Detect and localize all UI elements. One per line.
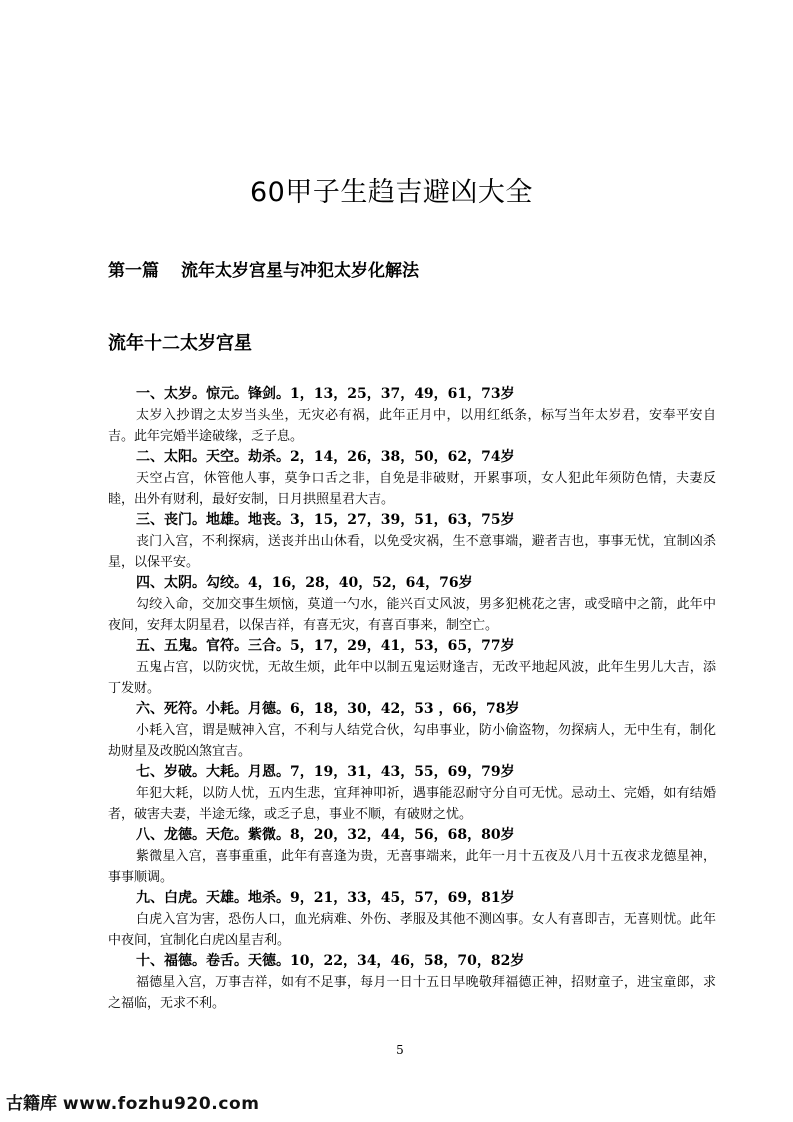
entry-heading: 二、太阳。天空。劫杀。2，14，26，38，50，62，74岁 bbox=[136, 449, 515, 465]
footer-watermark[interactable] bbox=[6, 1089, 260, 1114]
entry-baihu bbox=[108, 888, 716, 951]
entry-text: 福德星入宫，万事吉祥，如有不足事，每月一日十五日早晚敬拜福德正神，招财童子，进宝童郎，求之福临，无求不利。 bbox=[108, 975, 716, 1011]
entries-list bbox=[108, 384, 716, 1014]
entry-heading: 七、岁破。大耗。月恩。7，19，31，43，55，69，79岁 bbox=[136, 764, 515, 780]
entry-text: 紫微星入宫，喜事重重，此年有喜逢为贵，无喜事端来，此年一月十五夜及八月十五夜求龙德星神，事事顺调。 bbox=[108, 849, 716, 885]
entry-taisui bbox=[108, 384, 716, 447]
entry-text: 小耗入宫，谓是贼神入宫，不利与人结党合伙，勾串事业，防小偷盗物，勿探病人，无中生有，制化劫财星及改脱凶煞宜吉。 bbox=[108, 723, 716, 759]
entry-text: 五鬼占宫，以防灾忧，无故生烦，此年中以制五鬼运财逢吉，无改平地起风波，此年生男儿大吉，添丁发财。 bbox=[108, 660, 716, 696]
entry-wugui bbox=[108, 636, 716, 699]
entry-heading: 八、龙德。天危。紫微。8，20，32，44，56，68，80岁 bbox=[136, 827, 515, 843]
entry-longde bbox=[108, 825, 716, 888]
entry-heading: 四、太阴。勾绞。4，16，28，40，52，64，76岁 bbox=[136, 575, 473, 591]
entry-heading: 一、太岁。惊元。锋剑。1，13，25，37，49，61，73岁 bbox=[136, 386, 515, 402]
page-number: 5 bbox=[396, 1043, 404, 1057]
entry-text: 丧门入宫，不利探病，送丧并出山休看，以免受灾祸，生不意事端，避者吉也，事事无忧，宜制凶杀星，以保平安。 bbox=[108, 534, 716, 570]
document-title: 60甲子生趋吉避凶大全 bbox=[250, 177, 533, 208]
entry-fude bbox=[108, 951, 716, 1014]
entry-taiyang bbox=[108, 447, 716, 510]
entry-taiyin bbox=[108, 573, 716, 636]
entry-suipo bbox=[108, 762, 716, 825]
entry-text: 太岁入抄谓之太岁当头坐，无灾必有祸，此年正月中，以用红纸条，标写当年太岁君，安奉平安自吉。此年完婚半途破缘，乏子息。 bbox=[108, 408, 716, 444]
entry-text: 年犯大耗，以防人忧，五内生悲，宜拜神叩祈，遇事能忍耐守分自可无忧。忌动土、完婚，如有结婚者，破害夫妻，半途无缘，或乏子息，事业不顺，有破财之忧。 bbox=[108, 786, 716, 822]
entry-heading: 九、白虎。天雄。地杀。9，21，33，45，57，69，81岁 bbox=[136, 890, 515, 906]
entry-sangmen bbox=[108, 510, 716, 573]
entry-text: 天空占宫，休管他人事，莫争口舌之非，自免是非破财，开累事项，女人犯此年须防色情，夫妻反睦，出外有财利，最好安制，日月拱照星君大吉。 bbox=[108, 471, 716, 507]
entry-heading: 三、丧门。地雄。地丧。3，15，27，39，51，63，75岁 bbox=[136, 512, 515, 528]
chapter-heading bbox=[108, 256, 419, 281]
entry-text: 勾绞入命，交加交事生烦恼，莫道一勺水，能兴百丈风波，男多犯桃花之害，或受暗中之箭，此年中夜间，安拜太阴星君，以保吉祥，有喜无灾，有喜百事来，制空亡。 bbox=[108, 597, 716, 633]
chapter-number: 第一篇 bbox=[108, 261, 159, 281]
entry-heading: 五、五鬼。官符。三合。5，17，29，41，53，65，77岁 bbox=[136, 638, 515, 654]
entry-sifu bbox=[108, 699, 716, 762]
site-name: 古籍库 bbox=[6, 1094, 57, 1114]
section-title: 流年十二太岁宫星 bbox=[108, 333, 252, 354]
chapter-title: 流年太岁宫星与冲犯太岁化解法 bbox=[181, 261, 419, 281]
site-url-link[interactable]: www.fozhu920.com bbox=[62, 1094, 260, 1114]
entry-heading: 十、福德。卷舌。天德。10，22，34，46，58，70，82岁 bbox=[136, 953, 525, 969]
entry-heading: 六、死符。小耗。月德。6，18，30，42，53 ，66，78岁 bbox=[136, 701, 520, 717]
entry-text: 白虎入宫为害，恐伤人口，血光病难、外伤、孝服及其他不测凶事。女人有喜即吉，无喜则忧。此年中夜间，宜制化白虎凶星吉利。 bbox=[108, 912, 716, 948]
